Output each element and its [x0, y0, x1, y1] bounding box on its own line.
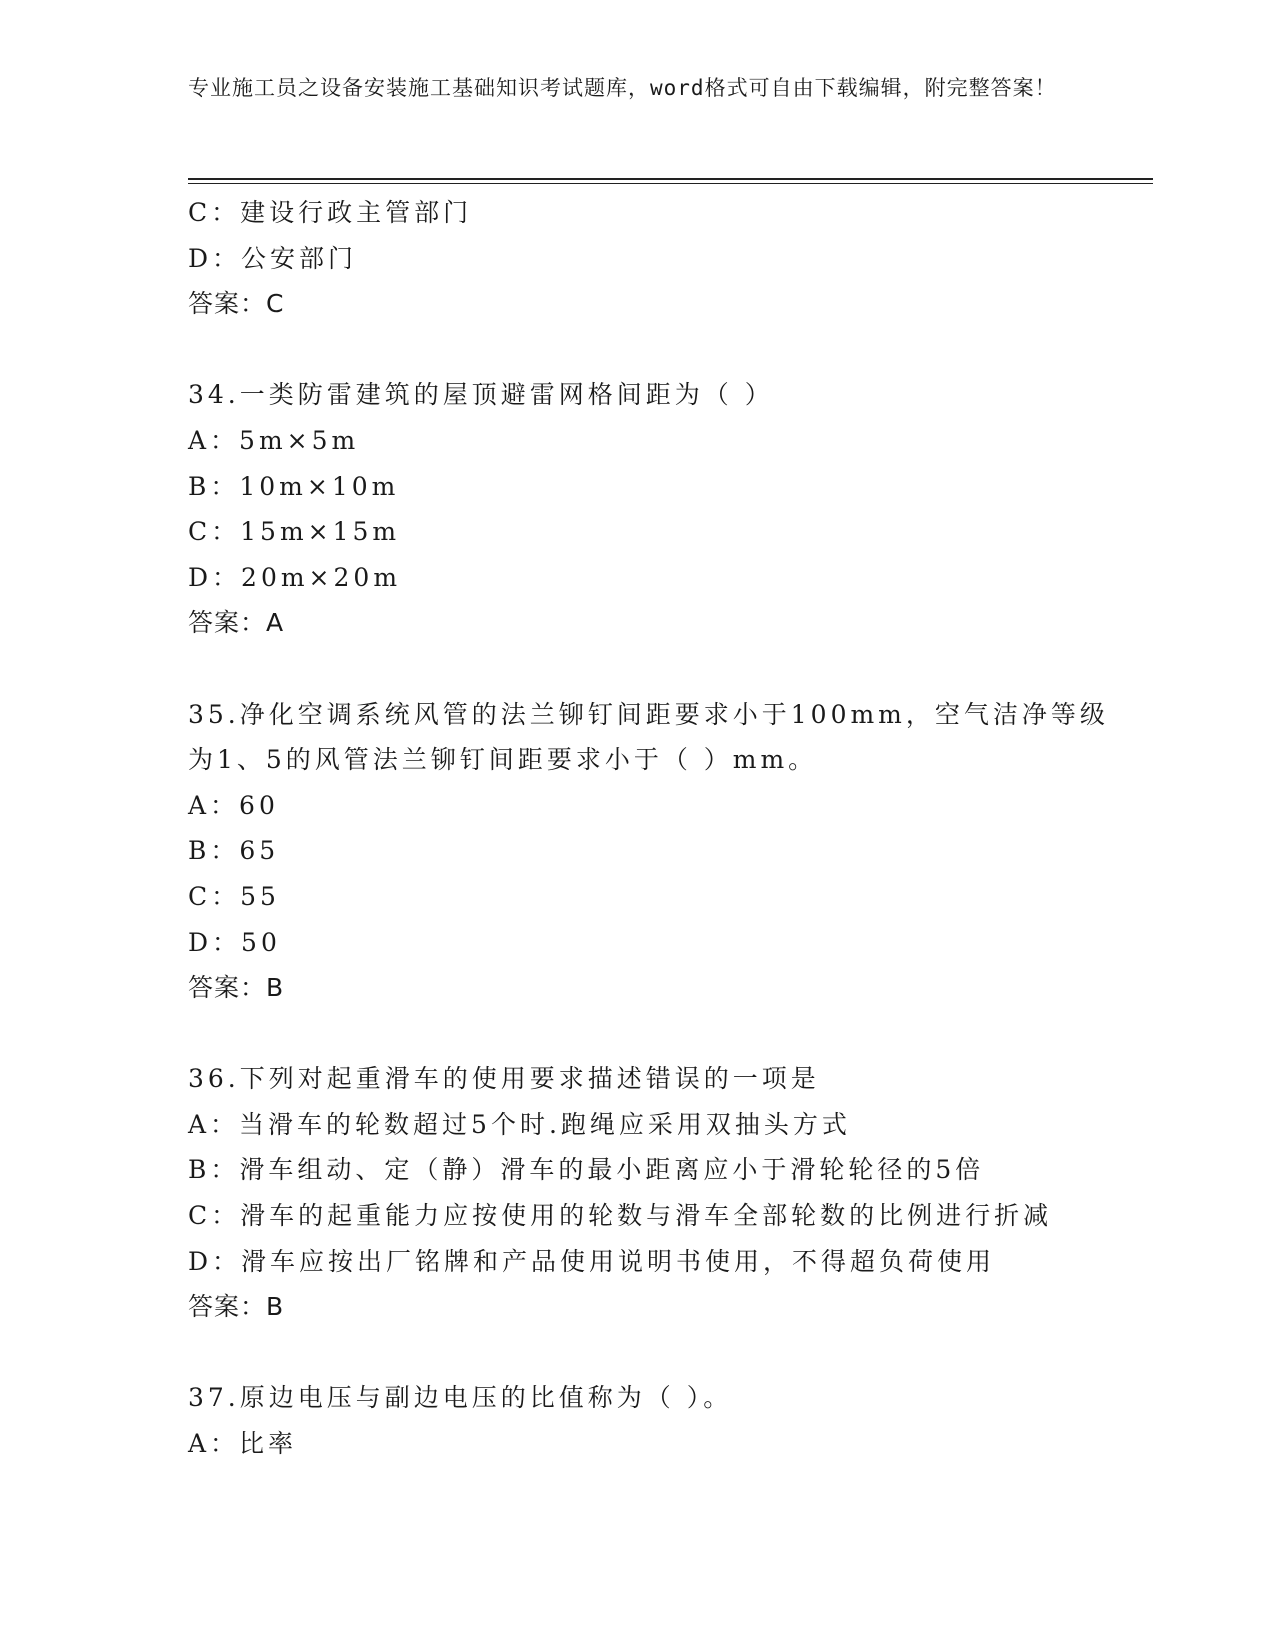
answer-line: 答案：A [188, 608, 285, 638]
question-item [188, 692, 1109, 1011]
option-d: D：滑车应按出厂铭牌和产品使用说明书使用，不得超负荷使用 [188, 1246, 996, 1276]
option-b: B：10m×10m [188, 471, 400, 501]
option-a: A：当滑车的轮数超过5个时.跑绳应采用双抽头方式 [188, 1109, 851, 1139]
answer-line: 答案：C [188, 289, 285, 319]
question-stem: 35.净化空调系统风管的法兰铆钉间距要求小于100mm，空气洁净等级 [188, 699, 1109, 729]
option-a: A：60 [188, 790, 279, 820]
header-divider [188, 178, 1153, 180]
question-stem-continued: 为1、5的风管法兰铆钉间距要求小于（ ）mm。 [188, 745, 818, 775]
question-item [188, 372, 1088, 646]
option-c: C：15m×15m [188, 517, 401, 547]
document-header: 专业施工员之设备安装施工基础知识考试题库，word格式可自由下载编辑，附完整答案！ [188, 76, 1057, 100]
question-item [188, 190, 1088, 327]
option-c: C：滑车的起重能力应按使用的轮数与滑车全部轮数的比例进行折减 [188, 1201, 1053, 1231]
option-c: C：建设行政主管部门 [188, 198, 473, 227]
option-d: D：公安部门 [188, 243, 358, 273]
question-item [188, 1375, 1088, 1466]
option-a: A：5m×5m [188, 425, 360, 455]
option-d: D：50 [188, 927, 281, 957]
option-c: C：55 [188, 881, 280, 911]
option-a: A：比率 [188, 1429, 298, 1459]
question-stem: 36.下列对起重滑车的使用要求描述错误的一项是 [188, 1064, 820, 1094]
question-stem: 34.一类防雷建筑的屋顶避雷网格间距为（ ） [188, 380, 774, 410]
answer-line: 答案：B [188, 1292, 285, 1322]
answer-line: 答案：B [188, 973, 285, 1003]
option-d: D：20m×20m [188, 562, 402, 592]
option-b: B：65 [188, 836, 280, 866]
question-list [188, 190, 1109, 1467]
question-stem: 37.原边电压与副边电压的比值称为（ ）。 [188, 1383, 733, 1413]
question-item [188, 1056, 1088, 1330]
option-b: B：滑车组动、定（静）滑车的最小距离应小于滑轮轮径的5倍 [188, 1155, 985, 1185]
header-divider-thin [188, 183, 1153, 184]
